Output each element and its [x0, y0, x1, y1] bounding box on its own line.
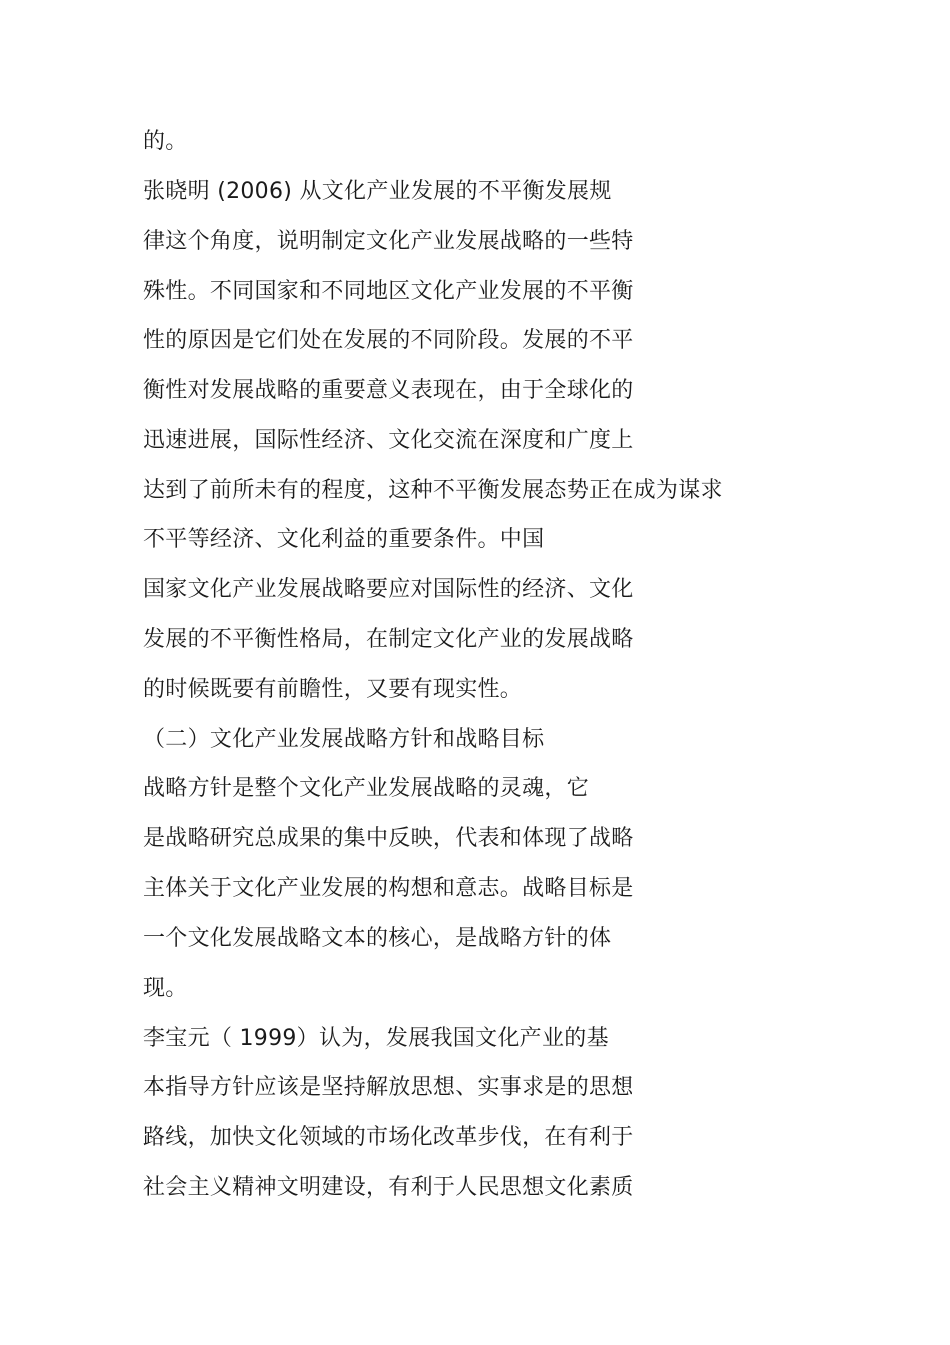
- text-line: 发展的不平衡性格局，在制定文化产业的发展战略: [143, 627, 634, 652]
- section-heading: （二）文化产业发展战略方针和战略目标: [143, 727, 545, 752]
- text-line: 性的原因是它们处在发展的不同阶段。发展的不平: [143, 328, 634, 353]
- text-line: 一个文化发展战略文本的核心，是战略方针的体: [143, 926, 612, 951]
- text-line: 殊性。不同国家和不同地区文化产业发展的不平衡: [143, 279, 634, 304]
- text-line: 国家文化产业发展战略要应对国际性的经济、文化: [143, 577, 634, 602]
- text-line: 现。: [143, 976, 188, 1001]
- text-line: 张晓明 (2006) 从文化产业发展的不平衡发展规: [143, 179, 612, 204]
- text-line: 的时候既要有前瞻性，又要有现实性。: [143, 677, 523, 702]
- text-line: 达到了前所未有的程度，这种不平衡发展态势正在成为谋求: [143, 478, 723, 503]
- text-line: 的。: [143, 129, 188, 154]
- text-line: 不平等经济、文化利益的重要条件。中国: [143, 527, 545, 552]
- text-line: 路线，加快文化领域的市场化改革步伐，在有利于: [143, 1125, 634, 1150]
- text-line: 律这个角度，说明制定文化产业发展战略的一些特: [143, 229, 634, 254]
- text-line: 李宝元（ 1999）认为，发展我国文化产业的基: [143, 1026, 609, 1051]
- text-line: 是战略研究总成果的集中反映，代表和体现了战略: [143, 826, 634, 851]
- text-line: 衡性对发展战略的重要意义表现在，由于全球化的: [143, 378, 634, 403]
- text-line: 迅速进展，国际性经济、文化交流在深度和广度上: [143, 428, 634, 453]
- text-line: 主体关于文化产业发展的构想和意志。战略目标是: [143, 876, 634, 901]
- text-line: 本指导方针应该是坚持解放思想、实事求是的思想: [143, 1075, 634, 1100]
- text-line: 战略方针是整个文化产业发展战略的灵魂，它: [143, 776, 590, 801]
- text-line: 社会主义精神文明建设，有利于人民思想文化素质: [143, 1175, 634, 1200]
